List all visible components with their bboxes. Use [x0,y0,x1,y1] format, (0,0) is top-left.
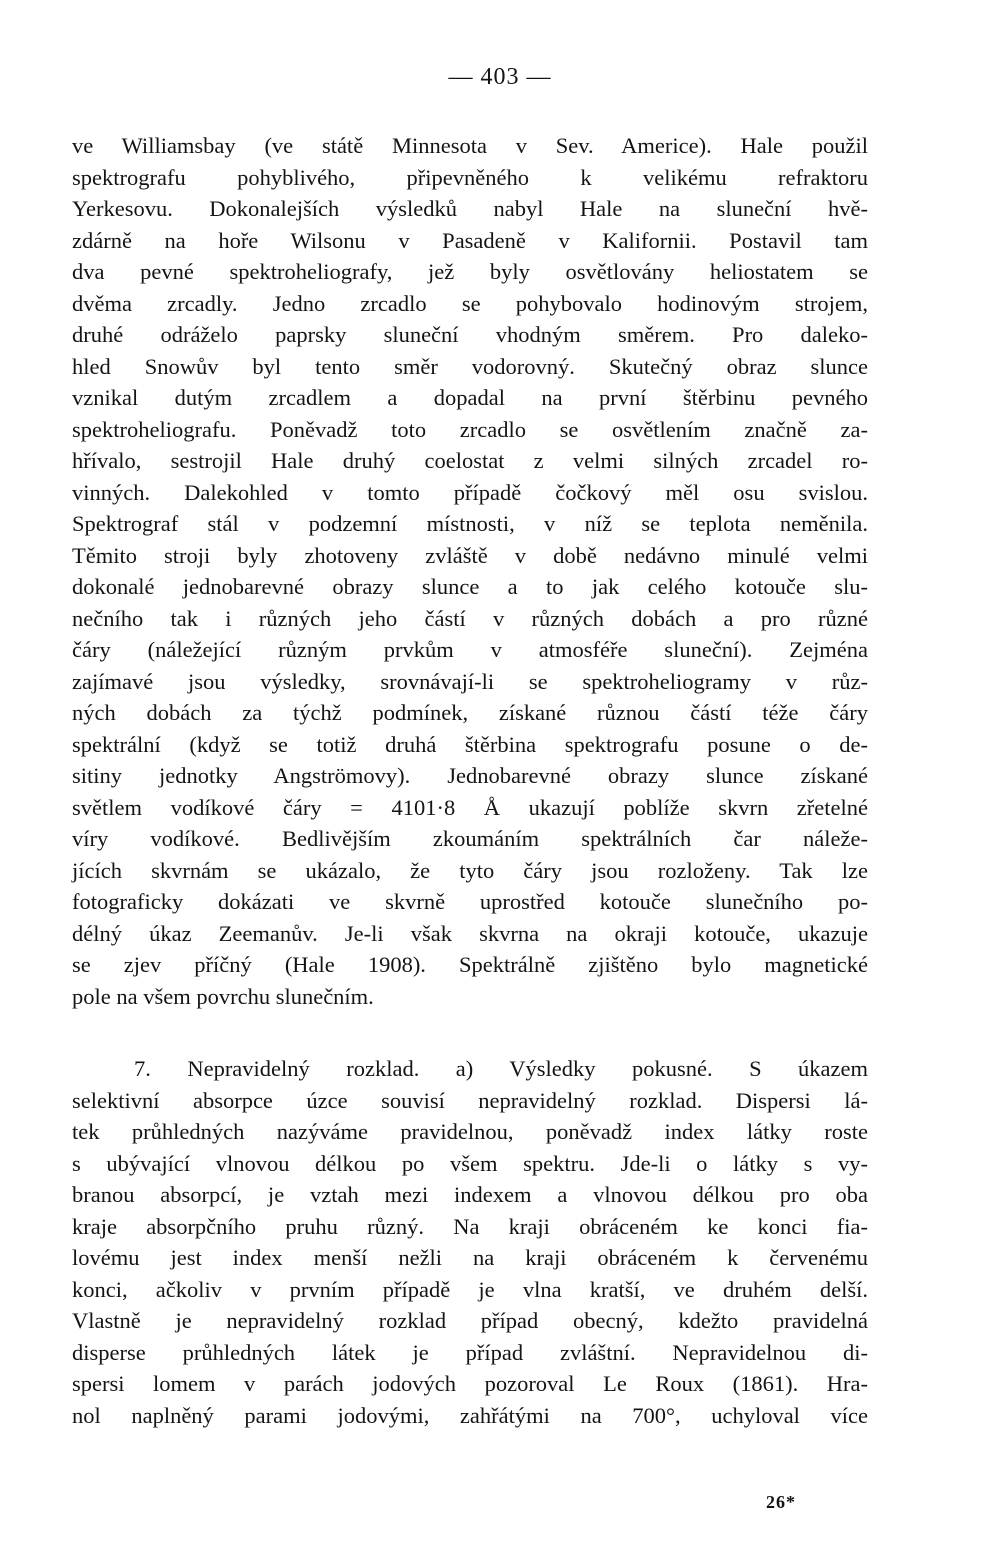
text-line: světlem vodíkové čáry = 4101·8 Å ukazují poblíže skvrn zřetelné [72,794,868,820]
text-line: hled Snowův byl tento směr vodorovný. Skutečný obraz slunce [72,353,868,379]
text-line: selektivní absorpce úzce souvisí nepravidelný rozklad. Dispersi lá- [72,1087,868,1113]
text-line: pole na všem povrchu slunečním. [72,983,374,1009]
text-line: lovému jest index menší nežli na kraji obráceném k červenému [72,1245,868,1270]
text-line: Yerkesovu. Dokonalejších výsledků nabyl Hale na sluneční hvě- [72,196,868,221]
text-line: víry vodíkové. Bedlivějším zkoumáním spektrálních čar náleže- [72,826,868,851]
text-line: sitiny jednotky Angströmovy). Jednobarevné obrazy slunce získané [72,763,868,788]
text-line: konci, ačkoliv v prvním případě je vlna kratší, ve druhém delší. [72,1276,868,1302]
text-line: ve Williamsbay (ve státě Minnesota v Sev. Americe). Hale použil [72,133,868,158]
text-line: nečního tak i různých jeho částí v různých dobách a pro různé [72,605,868,631]
text-line: dvěma zrcadly. Jedno zrcadlo se pohybovalo hodinovým strojem, [72,290,868,316]
section-heading-line: 7. Nepravidelný rozklad. a) Výsledky pokusné. S úkazem [134,1056,868,1081]
paragraph-williamsbay [72,130,868,1012]
text-line: kraje absorpčního pruhu různý. Na kraji obráceném ke konci fia- [72,1213,868,1239]
text-line: hřívalo, sestrojil Hale druhý coelostat z velmi silných zrcadel ro- [72,448,868,473]
text-line: dokonalé jednobarevné obrazy slunce a to jak celého kotouče slu- [72,574,868,599]
text-line: zajímavé jsou výsledky, srovnávají-li se spektroheliogramy v růz- [72,668,868,694]
text-line: ných dobách za týchž podmínek, získané různou částí téže čáry [72,700,868,725]
text-line: dva pevné spektroheliografy, jež byly osvětlovány heliostatem se [72,259,868,284]
text-line: fotograficky dokázati ve skvrně uprostřed kotouče slunečního po- [72,889,868,914]
text-line: spektrografu pohyblivého, připevněného k velikému refraktoru [72,164,868,190]
text-line: spektroheliografu. Poněvadž toto zrcadlo se osvětlením značně za- [72,416,868,442]
text-line: vinných. Dalekohled v tomto případě čočkový měl osu svislou. [72,479,868,505]
text-line: se zjev příčný (Hale 1908). Spektrálně zjištěno bylo magnetické [72,952,868,977]
text-line: disperse průhledných látek je případ zvláštní. Nepravidelnou di- [72,1339,868,1365]
text-line: s ubývající vlnovou délkou po všem spektru. Jde-li o látky s vy- [72,1150,868,1176]
signature-mark: 26* [766,1492,796,1512]
text-line: zdárně na hoře Wilsonu v Pasadeně v Kalifornii. Postavil tam [72,227,868,253]
text-line: druhé odráželo paprsky sluneční vhodným směrem. Pro daleko- [72,322,868,347]
text-line: branou absorpcí, je vztah mezi indexem a vlnovou délkou pro oba [72,1182,868,1207]
text-line: Těmito stroji byly zhotoveny zvláště v době nedávno minulé velmi [72,542,868,568]
text-line: jících skvrnám se ukázalo, že tyto čáry jsou rozloženy. Tak lze [72,857,868,883]
text-line: nol naplněný parami jodovými, zahřátými na 700°, uchyloval více [72,1402,868,1428]
text-line: Vlastně je nepravidelný rozklad případ obecný, kdežto pravidelná [72,1308,868,1333]
text-line: spersi lomem v parách jodových pozoroval Le Roux (1861). Hra- [72,1371,868,1396]
text-line: Spektrograf stál v podzemní místnosti, v níž se teplota neměnila. [72,511,868,536]
page-number: — 403 — [448,64,552,90]
text-line: vznikal dutým zrcadlem a dopadal na první štěrbinu pevného [72,385,868,410]
text-line: tek průhledných nazýváme pravidelnou, poněvadž index látky roste [72,1119,868,1144]
text-line: čáry (náležející různým prvkům v atmosféře sluneční). Zejména [72,637,868,662]
text-line: spektrální (když se totiž druhá štěrbina spektrografu posune o de- [72,731,868,757]
section-7-nepravidelny-rozklad [72,1053,868,1431]
text-line: délný úkaz Zeemanův. Je-li však skvrna na okraji kotouče, ukazuje [72,920,868,946]
